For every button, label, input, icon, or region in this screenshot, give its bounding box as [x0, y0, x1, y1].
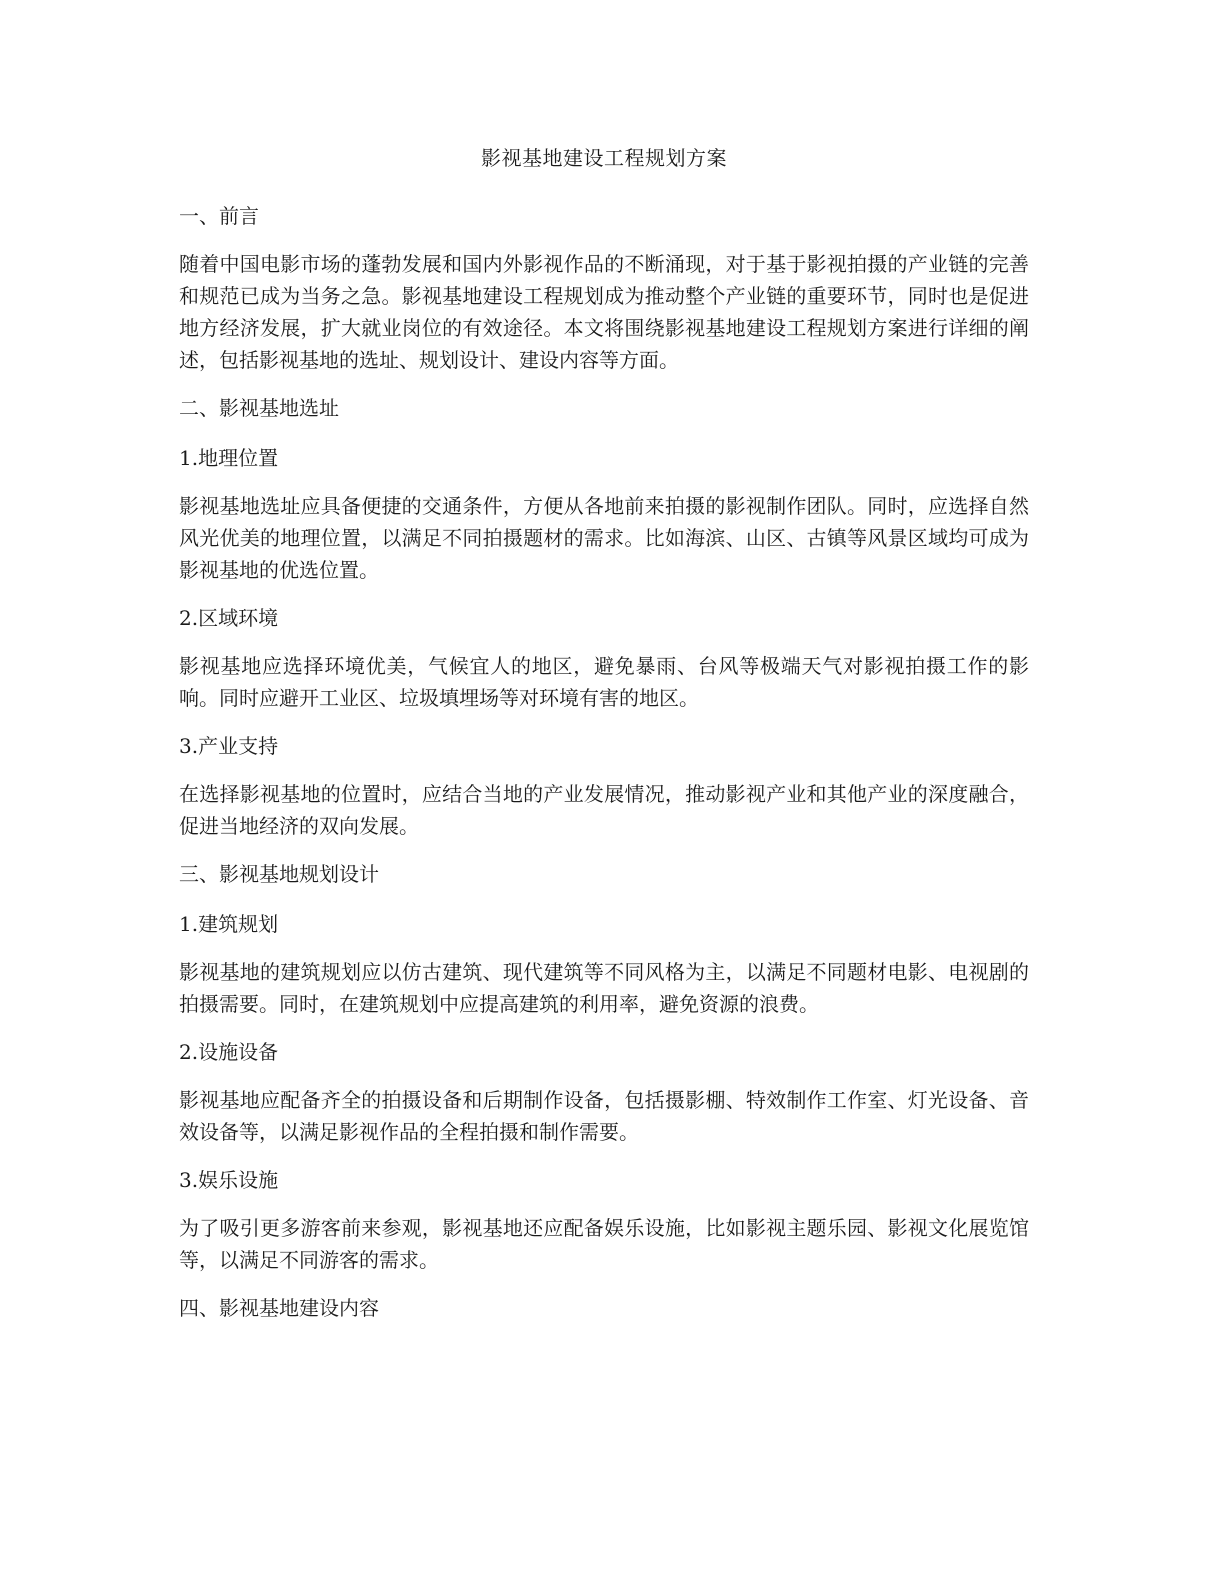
- section-heading-construction-content: 四、影视基地建设内容: [179, 1296, 379, 1320]
- subheading-geographic-location: 1.地理位置: [179, 446, 279, 470]
- subheading-facilities-equipment: 2.设施设备: [179, 1040, 279, 1064]
- section-heading-planning-design: 三、影视基地规划设计: [179, 862, 379, 886]
- document-body: [179, 140, 1029, 1340]
- subheading-entertainment-facilities: 3.娱乐设施: [179, 1168, 279, 1192]
- paragraph-geographic-location: 影视基地选址应具备便捷的交通条件，方便从各地前来拍摄的影视制作团队。同时，应选择自然风光优美的地理位置，以满足不同拍摄题材的需求。比如海滨、山区、古镇等风景区域均可成为影视基地的优选位置。: [179, 494, 1029, 582]
- paragraph-architecture-planning: 影视基地的建筑规划应以仿古建筑、现代建筑等不同风格为主，以满足不同题材电影、电视剧的拍摄需要。同时，在建筑规划中应提高建筑的利用率，避免资源的浪费。: [179, 960, 1029, 1016]
- section-heading-site-selection: 二、影视基地选址: [179, 396, 339, 420]
- subheading-architecture-planning: 1.建筑规划: [179, 912, 279, 936]
- paragraph-entertainment-facilities: 为了吸引更多游客前来参观，影视基地还应配备娱乐设施，比如影视主题乐园、影视文化展览馆等，以满足不同游客的需求。: [179, 1216, 1029, 1272]
- subheading-industry-support: 3.产业支持: [179, 734, 279, 758]
- paragraph-regional-environment: 影视基地应选择环境优美，气候宜人的地区，避免暴雨、台风等极端天气对影视拍摄工作的影响。同时应避开工业区、垃圾填埋场等对环境有害的地区。: [179, 654, 1029, 710]
- document-title: 影视基地建设工程规划方案: [481, 146, 727, 170]
- paragraph-facilities-equipment: 影视基地应配备齐全的拍摄设备和后期制作设备，包括摄影棚、特效制作工作室、灯光设备、音效设备等，以满足影视作品的全程拍摄和制作需要。: [179, 1088, 1029, 1144]
- paragraph-preface: 随着中国电影市场的蓬勃发展和国内外影视作品的不断涌现，对于基于影视拍摄的产业链的完善和规范已成为当务之急。影视基地建设工程规划成为推动整个产业链的重要环节，同时也是促进地方经济发展，扩大就业岗位的有效途径。本文将围绕影视基地建设工程规划方案进行详细的阐述，包括影视基地的选址、规划设计、建设内容等方面。: [179, 252, 1029, 372]
- section-heading-preface: 一、前言: [179, 204, 259, 228]
- paragraph-industry-support: 在选择影视基地的位置时，应结合当地的产业发展情况，推动影视产业和其他产业的深度融合，促进当地经济的双向发展。: [179, 782, 1029, 838]
- subheading-regional-environment: 2.区域环境: [179, 606, 279, 630]
